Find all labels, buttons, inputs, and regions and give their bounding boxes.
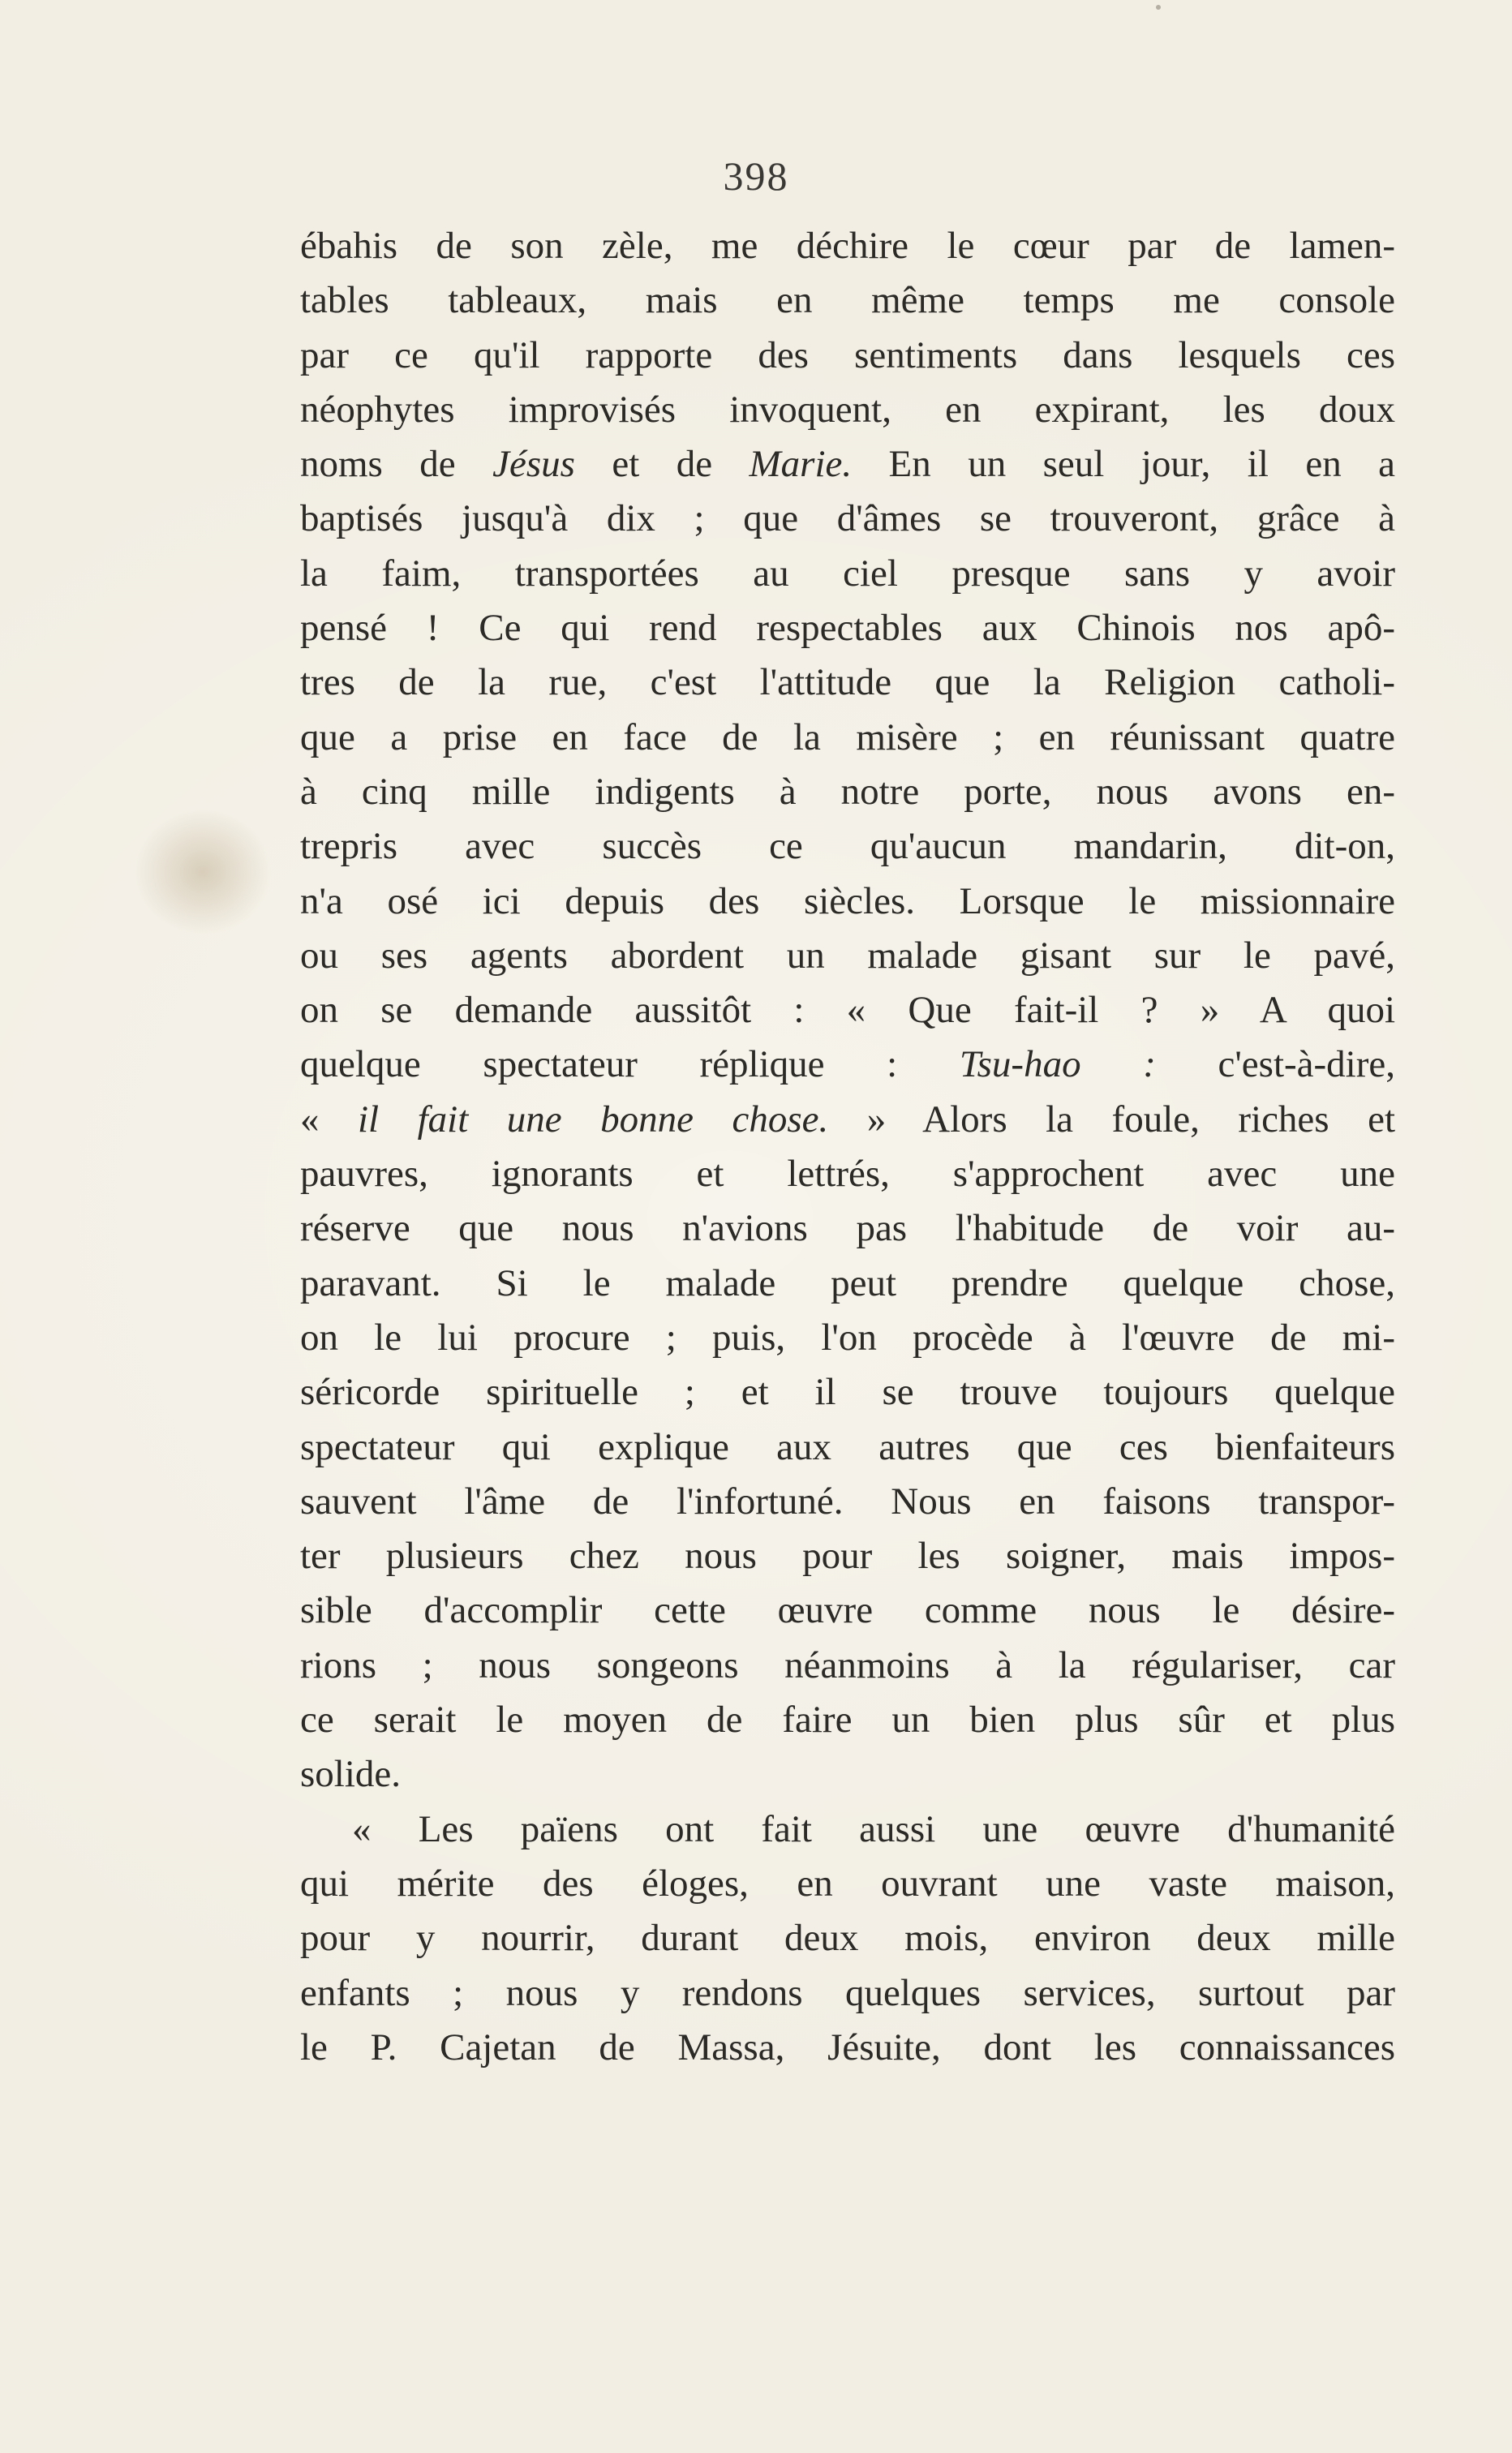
text-line: enfants ; nous y rendons quelques services, surtout par bbox=[300, 1971, 1395, 2014]
text-segment: quelque spectateur réplique : bbox=[300, 1043, 960, 1086]
text-line: trepris avec succès ce qu'aucun mandarin, dit-on, bbox=[300, 825, 1395, 868]
text-line: réserve que nous n'avions pas l'habitude de voir au- bbox=[300, 1207, 1395, 1250]
text-line: ou ses agents abordent un malade gisant sur le pavé, bbox=[300, 934, 1395, 977]
body-text bbox=[300, 219, 1395, 2075]
ink-speck bbox=[1156, 5, 1161, 10]
text-segment: « bbox=[300, 1098, 358, 1141]
italic-segment: il fait une bonne chose. bbox=[358, 1098, 829, 1141]
text-line: baptisés jusqu'à dix ; que d'âmes se trouveront, grâce à bbox=[300, 497, 1395, 540]
text-line: spectateur qui explique aux autres que ces bienfaiteurs bbox=[300, 1425, 1395, 1468]
text-line: « Les païens ont fait aussi une œuvre d'humanité bbox=[352, 1807, 1395, 1850]
text-line: on le lui procure ; puis, l'on procède à l'œuvre de mi- bbox=[300, 1316, 1395, 1359]
text-line: ter plusieurs chez nous pour les soigner, mais impos- bbox=[300, 1535, 1395, 1578]
text-line: ce serait le moyen de faire un bien plus sûr et plus bbox=[300, 1699, 1395, 1742]
text-line bbox=[300, 437, 1395, 492]
text-line bbox=[300, 1093, 1395, 1147]
page-number: 398 bbox=[723, 153, 789, 199]
text-line: on se demande aussitôt : « Que fait-il ? » A quoi bbox=[300, 989, 1395, 1032]
text-line: n'a osé ici depuis des siècles. Lorsque le missionnaire bbox=[300, 879, 1395, 922]
text-line: que a prise en face de la misère ; en réunissant quatre bbox=[300, 715, 1395, 758]
text-line: pour y nourrir, durant deux mois, environ deux mille bbox=[300, 1917, 1395, 1960]
text-line bbox=[300, 1037, 1395, 1092]
text-line: séricorde spirituelle ; et il se trouve toujours quelque bbox=[300, 1371, 1395, 1414]
text-segment: En un seul jour, il en a bbox=[852, 443, 1395, 486]
text-line: par ce qu'il rapporte des sentiments dans lesquels ces bbox=[300, 333, 1395, 376]
text-line: paravant. Si le malade peut prendre quelque chose, bbox=[300, 1261, 1395, 1304]
text-line: tres de la rue, c'est l'attitude que la Religion catholi- bbox=[300, 661, 1395, 704]
text-line: à cinq mille indigents à notre porte, nous avons en- bbox=[300, 770, 1395, 813]
text-line: rions ; nous songeons néanmoins à la régulariser, car bbox=[300, 1643, 1395, 1686]
text-segment: c'est-à-dire, bbox=[1155, 1043, 1395, 1086]
text-line: néophytes improvisés invoquent, en expirant, les doux bbox=[300, 388, 1395, 431]
text-line: la faim, transportées au ciel presque sans y avoir bbox=[300, 552, 1395, 595]
text-line: sauvent l'âme de l'infortuné. Nous en faisons transpor- bbox=[300, 1480, 1395, 1523]
text-segment: noms de bbox=[300, 443, 493, 486]
text-segment: et de bbox=[574, 443, 750, 486]
text-segment: » Alors la foule, riches et bbox=[828, 1098, 1395, 1141]
text-line: sible d'accomplir cette œuvre comme nous le désire- bbox=[300, 1589, 1395, 1632]
text-line: tables tableaux, mais en même temps me console bbox=[300, 279, 1395, 322]
italic-segment: Tsu-hao : bbox=[959, 1043, 1156, 1086]
italic-segment: Jésus bbox=[492, 443, 575, 486]
italic-segment: Marie. bbox=[749, 443, 853, 486]
text-line: pensé ! Ce qui rend respectables aux Chinois nos apô- bbox=[300, 607, 1395, 650]
text-line: solide. bbox=[300, 1753, 402, 1796]
text-line: ébahis de son zèle, me déchire le cœur par de lamen- bbox=[300, 225, 1395, 267]
text-line: pauvres, ignorants et lettrés, s'approchent avec une bbox=[300, 1153, 1395, 1196]
text-line: le P. Cajetan de Massa, Jésuite, dont les connaissances bbox=[300, 2026, 1395, 2069]
text-line: qui mérite des éloges, en ouvrant une vaste maison, bbox=[300, 1862, 1395, 1905]
